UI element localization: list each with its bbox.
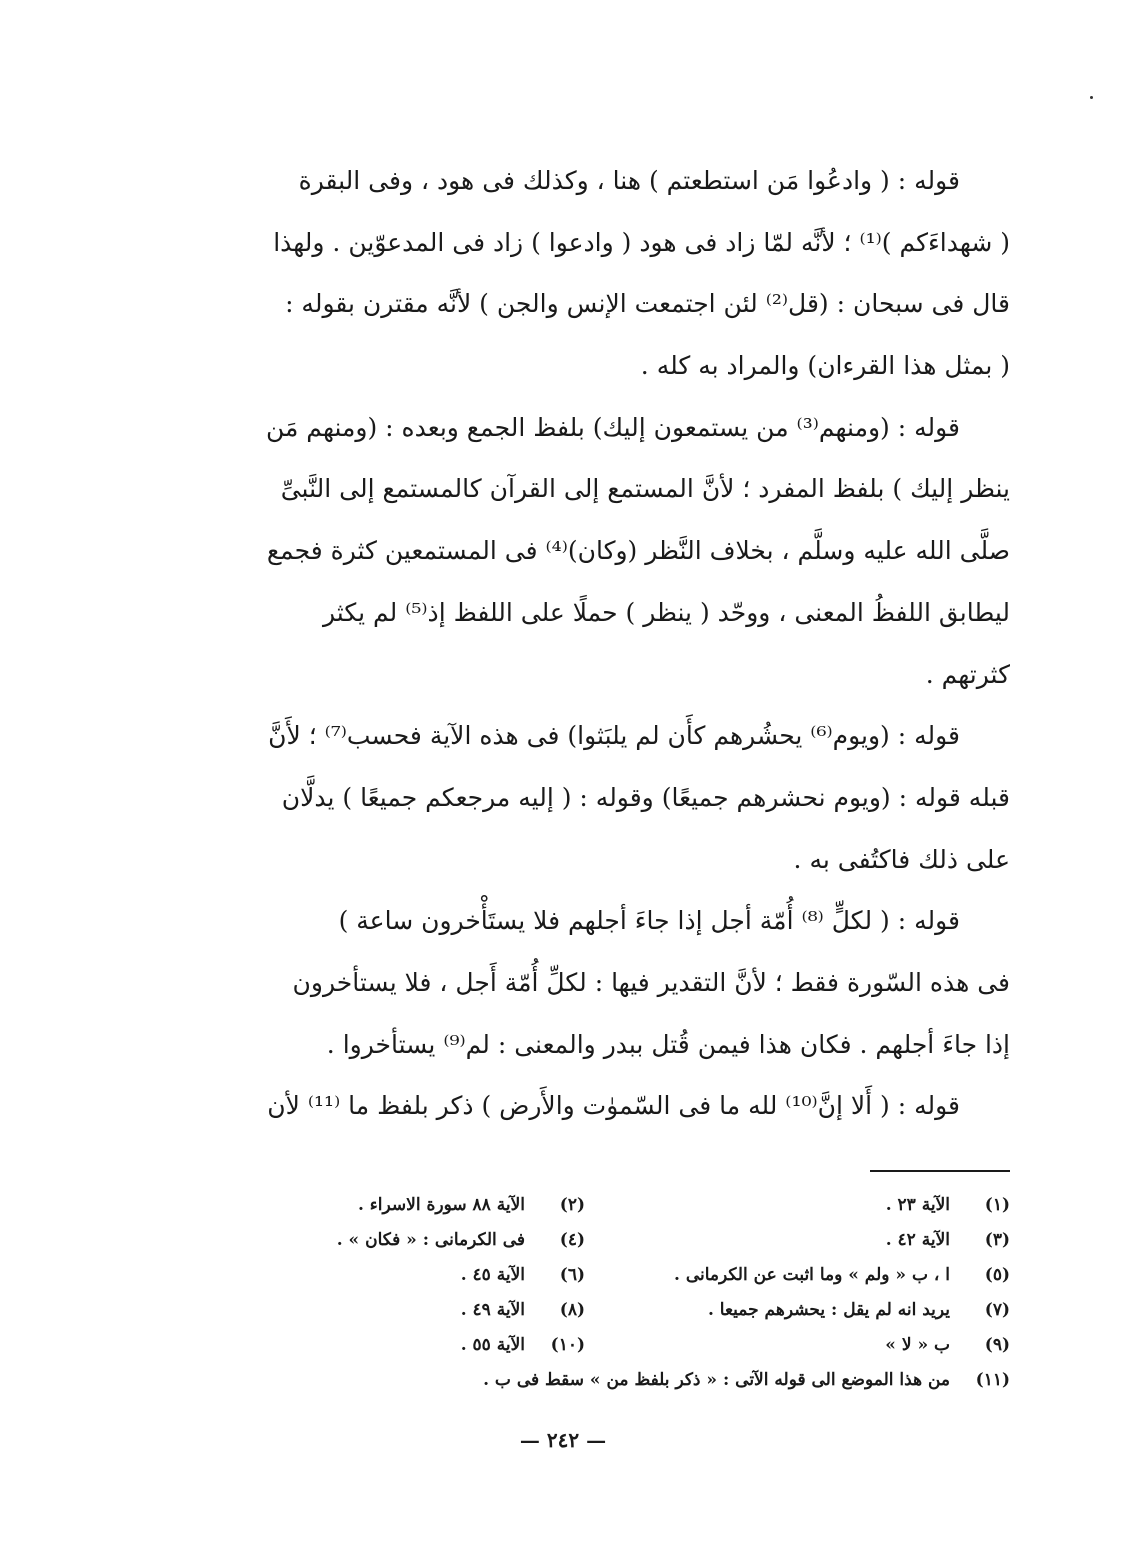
footnote-number: (٧) bbox=[984, 1300, 1010, 1320]
footnote-number: (٣) bbox=[984, 1230, 1010, 1250]
footnotes bbox=[160, 1188, 1010, 1398]
body-text bbox=[138, 150, 1010, 1137]
scan-speck bbox=[1090, 96, 1093, 99]
footnote-row bbox=[160, 1258, 1010, 1293]
footnote bbox=[585, 1258, 1010, 1293]
text-line: ينظر إليك ) بلفظ المفرد ؛ لأنَّ المستمع إلى القرآن كالمستمع إلى النَّبىِّ bbox=[280, 474, 1010, 504]
text-line: على ذلك فاكتُفى به . bbox=[793, 844, 1010, 874]
footnote bbox=[585, 1188, 1010, 1223]
footnote-number: (١) bbox=[984, 1195, 1010, 1215]
footnote-number: (١٠) bbox=[550, 1335, 585, 1355]
footnote bbox=[585, 1328, 1010, 1363]
text-line: ( بمثل هذا القرءان) والمراد به كله . bbox=[640, 351, 1010, 381]
text-line: صلَّى الله عليه وسلَّم ، بخلاف النَّظر (وكان)⁽⁴⁾ فى المستمعين كثرة فجمع bbox=[266, 536, 1010, 566]
footnote-text: الآية ٥٥ . bbox=[460, 1335, 525, 1355]
text-line: قوله : (ويوم⁽⁶⁾ يحشُرهم كأَن لم يلبَثوا) فى هذه الآية فحسب⁽⁷⁾ ؛ لأَنَّ bbox=[268, 721, 960, 751]
text-line: كثرتهم . bbox=[925, 659, 1010, 689]
footnote-text: الآية ٢٣ . bbox=[885, 1195, 950, 1215]
footnote-text: ب « لا » bbox=[885, 1335, 950, 1355]
text-line: إذا جاءَ أجلهم . فكان هذا فيمن قُتل ببدر والمعنى : لم⁽⁹⁾ يستأخروا . bbox=[326, 1029, 1010, 1059]
footnote-number: (١١) bbox=[975, 1370, 1010, 1390]
text-line: قوله : ( لكلٍّ ⁽⁸⁾ أُمّة أجل إذا جاءَ أجلهم فلا يستَأْخرون ساعة ) bbox=[338, 906, 960, 936]
text-line: قوله : ( وادعُوا مَن استطعتم ) هنا ، وكذلك فى هود ، وفى البقرة bbox=[298, 166, 960, 195]
text-line: ليطابق اللفظُ المعنى ، ووحّد ( ينظر ) حملًا على اللفظ إذ⁽⁵⁾ لم يكثر bbox=[322, 597, 1010, 627]
footnote-text: الآية ٤٥ . bbox=[460, 1265, 525, 1285]
text-line: ( شهداءَكم )⁽¹⁾ ؛ لأنَّه لمّا زاد فى هود ( وادعوا ) زاد فى المدعوّين . ولهذا bbox=[273, 227, 1010, 257]
text-line: قبله قوله : (ويوم نحشرهم جميعًا) وقوله : ( إليه مرجعكم جميعًا ) يدلَّان bbox=[281, 782, 1010, 812]
footnote bbox=[160, 1188, 585, 1223]
text-line: قوله : ( أَلا إنَّ⁽¹⁰⁾ لله ما فى السّموٰت والأَرض ) ذكر بلفظ ما ⁽¹¹⁾ لأن bbox=[267, 1091, 960, 1121]
footnote-row bbox=[160, 1293, 1010, 1328]
footnote-divider bbox=[870, 1170, 1010, 1172]
footnote-text: الآية ٤٢ . bbox=[885, 1230, 950, 1250]
footnote-number: (٨) bbox=[559, 1300, 585, 1320]
footnote-number: (٩) bbox=[984, 1335, 1010, 1355]
footnote-row bbox=[160, 1188, 1010, 1223]
text-line: قال فى سبحان : (قل⁽²⁾ لئن اجتمعت الإنس والجن ) لأنَّه مقترن بقوله : bbox=[285, 289, 1010, 319]
footnote-text: من هذا الموضع الى قوله الآتى : « ذكر بلفظ من » سقط فى ب . bbox=[483, 1370, 950, 1390]
footnote bbox=[160, 1363, 1010, 1398]
footnote-number: (٤) bbox=[559, 1230, 585, 1250]
footnote bbox=[160, 1328, 585, 1363]
footnote-number: (٢) bbox=[559, 1195, 585, 1215]
footnote-text: الآية ٨٨ سورة الاسراء . bbox=[357, 1195, 525, 1215]
footnote bbox=[160, 1223, 585, 1258]
footnote-text: الآية ٤٩ . bbox=[460, 1300, 525, 1320]
footnote-row bbox=[160, 1223, 1010, 1258]
footnote bbox=[585, 1293, 1010, 1328]
text-line: فى هذه السّورة فقط ؛ لأنَّ التقدير فيها : لكلِّ أُمّة أَجل ، فلا يستأخرون bbox=[292, 967, 1010, 997]
page-number: — ٢٤٢ — bbox=[519, 1428, 607, 1452]
footnote bbox=[160, 1258, 585, 1293]
footnote-text: ا ، ب « ولم » وما اثبت عن الكرمانى . bbox=[674, 1265, 950, 1285]
footnote-row bbox=[160, 1363, 1010, 1398]
footnote-text: فى الكرمانى : « فكان » . bbox=[336, 1230, 525, 1250]
footnote bbox=[160, 1293, 585, 1328]
text-line: قوله : (ومنهم⁽³⁾ من يستمعون إليك) بلفظ الجمع وبعده : (ومنهم مَن bbox=[265, 412, 960, 442]
footnote-number: (٦) bbox=[559, 1265, 585, 1285]
footnote bbox=[585, 1223, 1010, 1258]
footnote-row bbox=[160, 1328, 1010, 1363]
footnote-number: (٥) bbox=[984, 1265, 1010, 1285]
footnote-text: يريد انه لم يقل : يحشرهم جميعا . bbox=[707, 1300, 950, 1320]
